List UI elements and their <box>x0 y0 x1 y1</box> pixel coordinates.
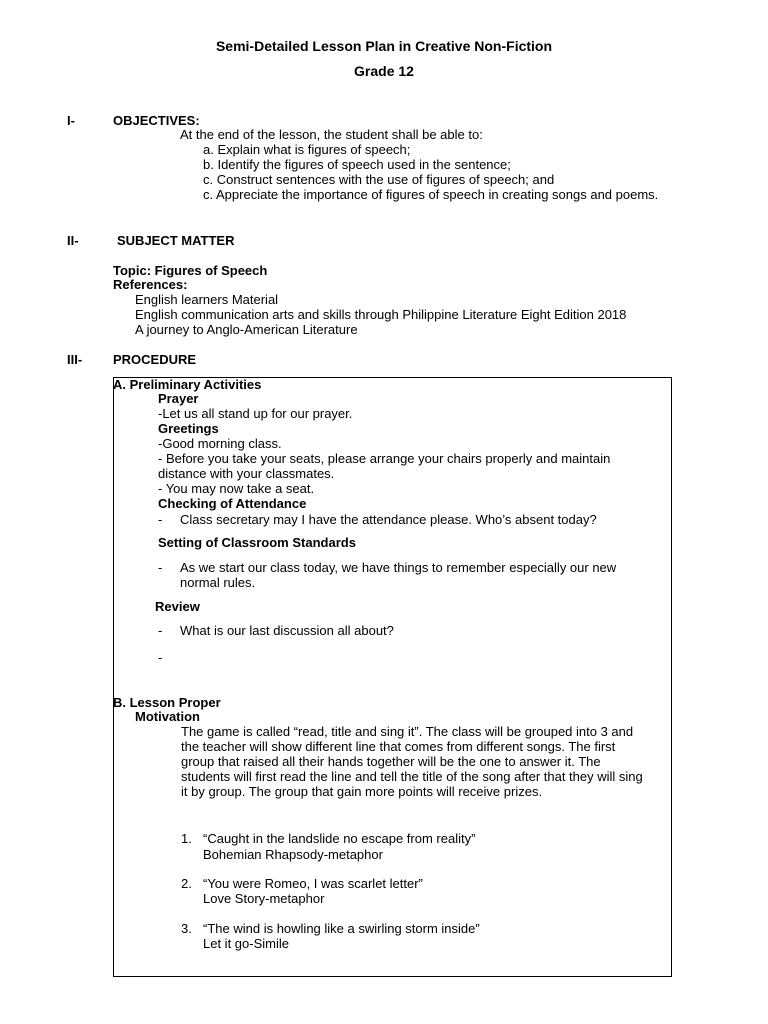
attendance-label: Checking of Attendance <box>158 496 307 511</box>
motivation-label: Motivation <box>135 709 200 724</box>
song-line: “You were Romeo, I was scarlet letter” <box>203 876 423 891</box>
standards-dash: - <box>158 560 163 575</box>
reference-item: English learners Material <box>135 292 279 307</box>
song-answer: Love Story-metaphor <box>203 891 325 906</box>
motivation-line: students will first read the line and tell the title of the song after that they will sing <box>181 769 643 784</box>
song-answer: Bohemian Rhapsody-metaphor <box>203 847 383 862</box>
review-dash: - <box>158 623 163 638</box>
preliminary-heading: A. Preliminary Activities <box>113 377 262 392</box>
review-dash-empty: - <box>158 650 163 665</box>
subject-matter-numeral: II- <box>67 233 79 248</box>
standards-line: As we start our class today, we have things to remember especially our new <box>180 560 617 575</box>
song-number: 2. <box>181 876 192 891</box>
attendance-dash: - <box>158 512 163 527</box>
objective-item: b. Identify the figures of speech used in the sentence; <box>203 157 511 172</box>
greetings-label: Greetings <box>158 421 219 436</box>
greetings-line: - You may now take a seat. <box>158 481 315 496</box>
motivation-line: the teacher will show different line that comes from different songs. The first <box>181 739 616 754</box>
references-label: References: <box>113 277 188 292</box>
greetings-line: -Good morning class. <box>158 436 282 451</box>
procedure-heading: PROCEDURE <box>113 352 197 367</box>
song-answer: Let it go-Simile <box>203 936 289 951</box>
document-title: Semi-Detailed Lesson Plan in Creative Non-Fiction <box>215 38 553 54</box>
prayer-text: -Let us all stand up for our prayer. <box>158 406 353 421</box>
grade-label: Grade 12 <box>354 63 414 79</box>
procedure-numeral: III- <box>67 352 83 367</box>
classroom-standards-label: Setting of Classroom Standards <box>158 535 356 550</box>
review-text: What is our last discussion all about? <box>180 623 394 638</box>
objective-item: a. Explain what is figures of speech; <box>203 142 411 157</box>
standards-line: normal rules. <box>180 575 256 590</box>
objectives-heading: OBJECTIVES: <box>113 113 200 128</box>
subject-matter-heading: SUBJECT MATTER <box>117 233 235 248</box>
song-number: 1. <box>181 831 192 846</box>
song-line: “The wind is howling like a swirling storm inside” <box>203 921 480 936</box>
reference-item: A journey to Anglo-American Literature <box>135 322 358 337</box>
motivation-line: it by group. The group that gain more points will receive prizes. <box>181 784 543 799</box>
objectives-intro: At the end of the lesson, the student shall be able to: <box>180 127 483 142</box>
objectives-numeral: I- <box>67 113 75 128</box>
lesson-proper-heading: B. Lesson Proper <box>113 695 221 710</box>
reference-item: English communication arts and skills through Philippine Literature Eight Edition 2018 <box>135 307 627 322</box>
review-label: Review <box>155 599 200 614</box>
greetings-line: distance with your classmates. <box>158 466 335 481</box>
objective-item: c. Appreciate the importance of figures of speech in creating songs and poems. <box>203 187 659 202</box>
motivation-line: group that raised all their hands together will be the one to answer it. The <box>181 754 601 769</box>
attendance-text: Class secretary may I have the attendance please. Who’s absent today? <box>180 512 597 527</box>
topic-label: Topic: Figures of Speech <box>113 263 268 278</box>
song-number: 3. <box>181 921 192 936</box>
prayer-label: Prayer <box>158 391 199 406</box>
objective-item: c. Construct sentences with the use of figures of speech; and <box>203 172 555 187</box>
greetings-line: - Before you take your seats, please arrange your chairs properly and maintain <box>158 451 611 466</box>
song-line: “Caught in the landslide no escape from reality” <box>203 831 476 846</box>
motivation-line: The game is called “read, title and sing it”. The class will be grouped into 3 and <box>181 724 634 739</box>
